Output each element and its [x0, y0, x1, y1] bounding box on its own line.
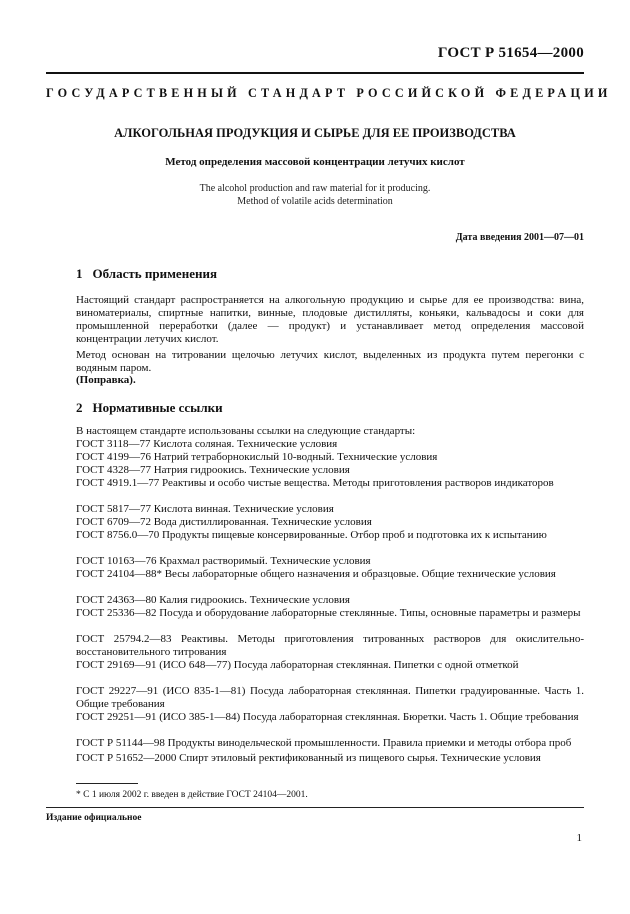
document-number: ГОСТ Р 51654—2000 [437, 45, 584, 61]
introduction-date: Дата введения 2001—07—01 [455, 232, 584, 243]
header-rule [46, 72, 584, 74]
reference-item: ГОСТ Р 51144—98 Продукты винодельческой промышленности. Правила приемки и методы отбора проб [76, 737, 572, 749]
subtitle: Метод определения массовой концентрации летучих кислот [165, 156, 465, 168]
reference-item: ГОСТ 4328—77 Натрия гидроокись. Технические условия [76, 464, 350, 476]
reference-item: ГОСТ 4199—76 Натрий тетраборнокислый 10-водный. Технические условия [76, 451, 438, 463]
section-number: 1 [76, 266, 83, 281]
reference-item: ГОСТ 25794.2—83 Реактивы. Методы приготовления титрованных растворов для окислительно-восстановительного титрования [76, 633, 584, 659]
reference-item: ГОСТ 10163—76 Крахмал растворимый. Технические условия [76, 555, 371, 567]
section-1-paragraph-2: Метод основан на титровании щелочью летучих кислот, выделенных из продукта путем перегонки с водяным паром. [76, 349, 584, 375]
reference-item: ГОСТ 4919.1—77 Реактивы и особо чистые вещества. Методы приготовления растворов индикаторов [76, 477, 554, 489]
reference-item: ГОСТ 3118—77 Кислота соляная. Технические условия [76, 438, 338, 450]
section-2-heading [76, 400, 223, 416]
reference-item: ГОСТ 8756.0—70 Продукты пищевые консервированные. Отбор проб и подготовка их к испытанию [76, 529, 547, 541]
amendment-note: (Поправка). [76, 374, 136, 386]
english-title [46, 182, 584, 208]
reference-item: ГОСТ 29251—91 (ИСО 385-1—84) Посуда лабораторная стеклянная. Бюретки. Часть 1. Общие требования [76, 711, 579, 723]
section-1-paragraph-1: Настоящий стандарт распространяется на алкогольную продукцию и сырье для ее производства: вина, виноматериалы, спиртные напитки, винные, плодовые дистилляты, коньяки, кальвадосы и соки для промышленной переработки (далее — продукт) и устанавливает метод определения массовой концентрации летучих кислот. [76, 294, 584, 346]
reference-item: ГОСТ Р 51652—2000 Спирт этиловый ректификованный из пищевого сырья. Технические условия [76, 752, 541, 764]
section-2-intro: В настоящем стандарте использованы ссылки на следующие стандарты: [76, 425, 416, 437]
footnote: * С 1 июля 2002 г. введен в действие ГОСТ 24104—2001. [76, 790, 308, 800]
page-number: 1 [576, 832, 582, 844]
reference-item: ГОСТ 24363—80 Калия гидроокись. Технические условия [76, 594, 350, 606]
edition-rule [46, 807, 584, 808]
reference-item: ГОСТ 6709—72 Вода дистиллированная. Технические условия [76, 516, 372, 528]
english-title-line-1: The alcohol production and raw material for it producing. [199, 183, 431, 194]
reference-item: ГОСТ 29227—91 (ИСО 835-1—81) Посуда лабораторная стеклянная. Пипетки градуированные. Часть 1. Общие требования [76, 685, 584, 711]
section-number: 2 [76, 400, 83, 415]
edition-label: Издание официальное [46, 813, 142, 823]
reference-item: ГОСТ 24104—88* Весы лабораторные общего назначения и образцовые. Общие технические условия [76, 568, 556, 580]
english-title-line-2: Method of volatile acids determination [237, 196, 393, 207]
reference-item: ГОСТ 5817—77 Кислота винная. Технические условия [76, 503, 334, 515]
reference-item: ГОСТ 29169—91 (ИСО 648—77) Посуда лабораторная стеклянная. Пипетки с одной отметкой [76, 659, 519, 671]
section-title: Область применения [92, 266, 217, 281]
footnote-rule [76, 783, 138, 784]
section-1-heading [76, 266, 217, 282]
state-standard-header: ГОСУДАРСТВЕННЫЙ СТАНДАРТ РОССИЙСКОЙ ФЕДЕРАЦИИ [46, 86, 612, 100]
section-title: Нормативные ссылки [92, 400, 223, 415]
reference-item: ГОСТ 25336—82 Посуда и оборудование лабораторные стеклянные. Типы, основные параметры и размеры [76, 607, 581, 619]
main-title: АЛКОГОЛЬНАЯ ПРОДУКЦИЯ И СЫРЬЕ ДЛЯ ЕЕ ПРОИЗВОДСТВА [114, 126, 516, 140]
